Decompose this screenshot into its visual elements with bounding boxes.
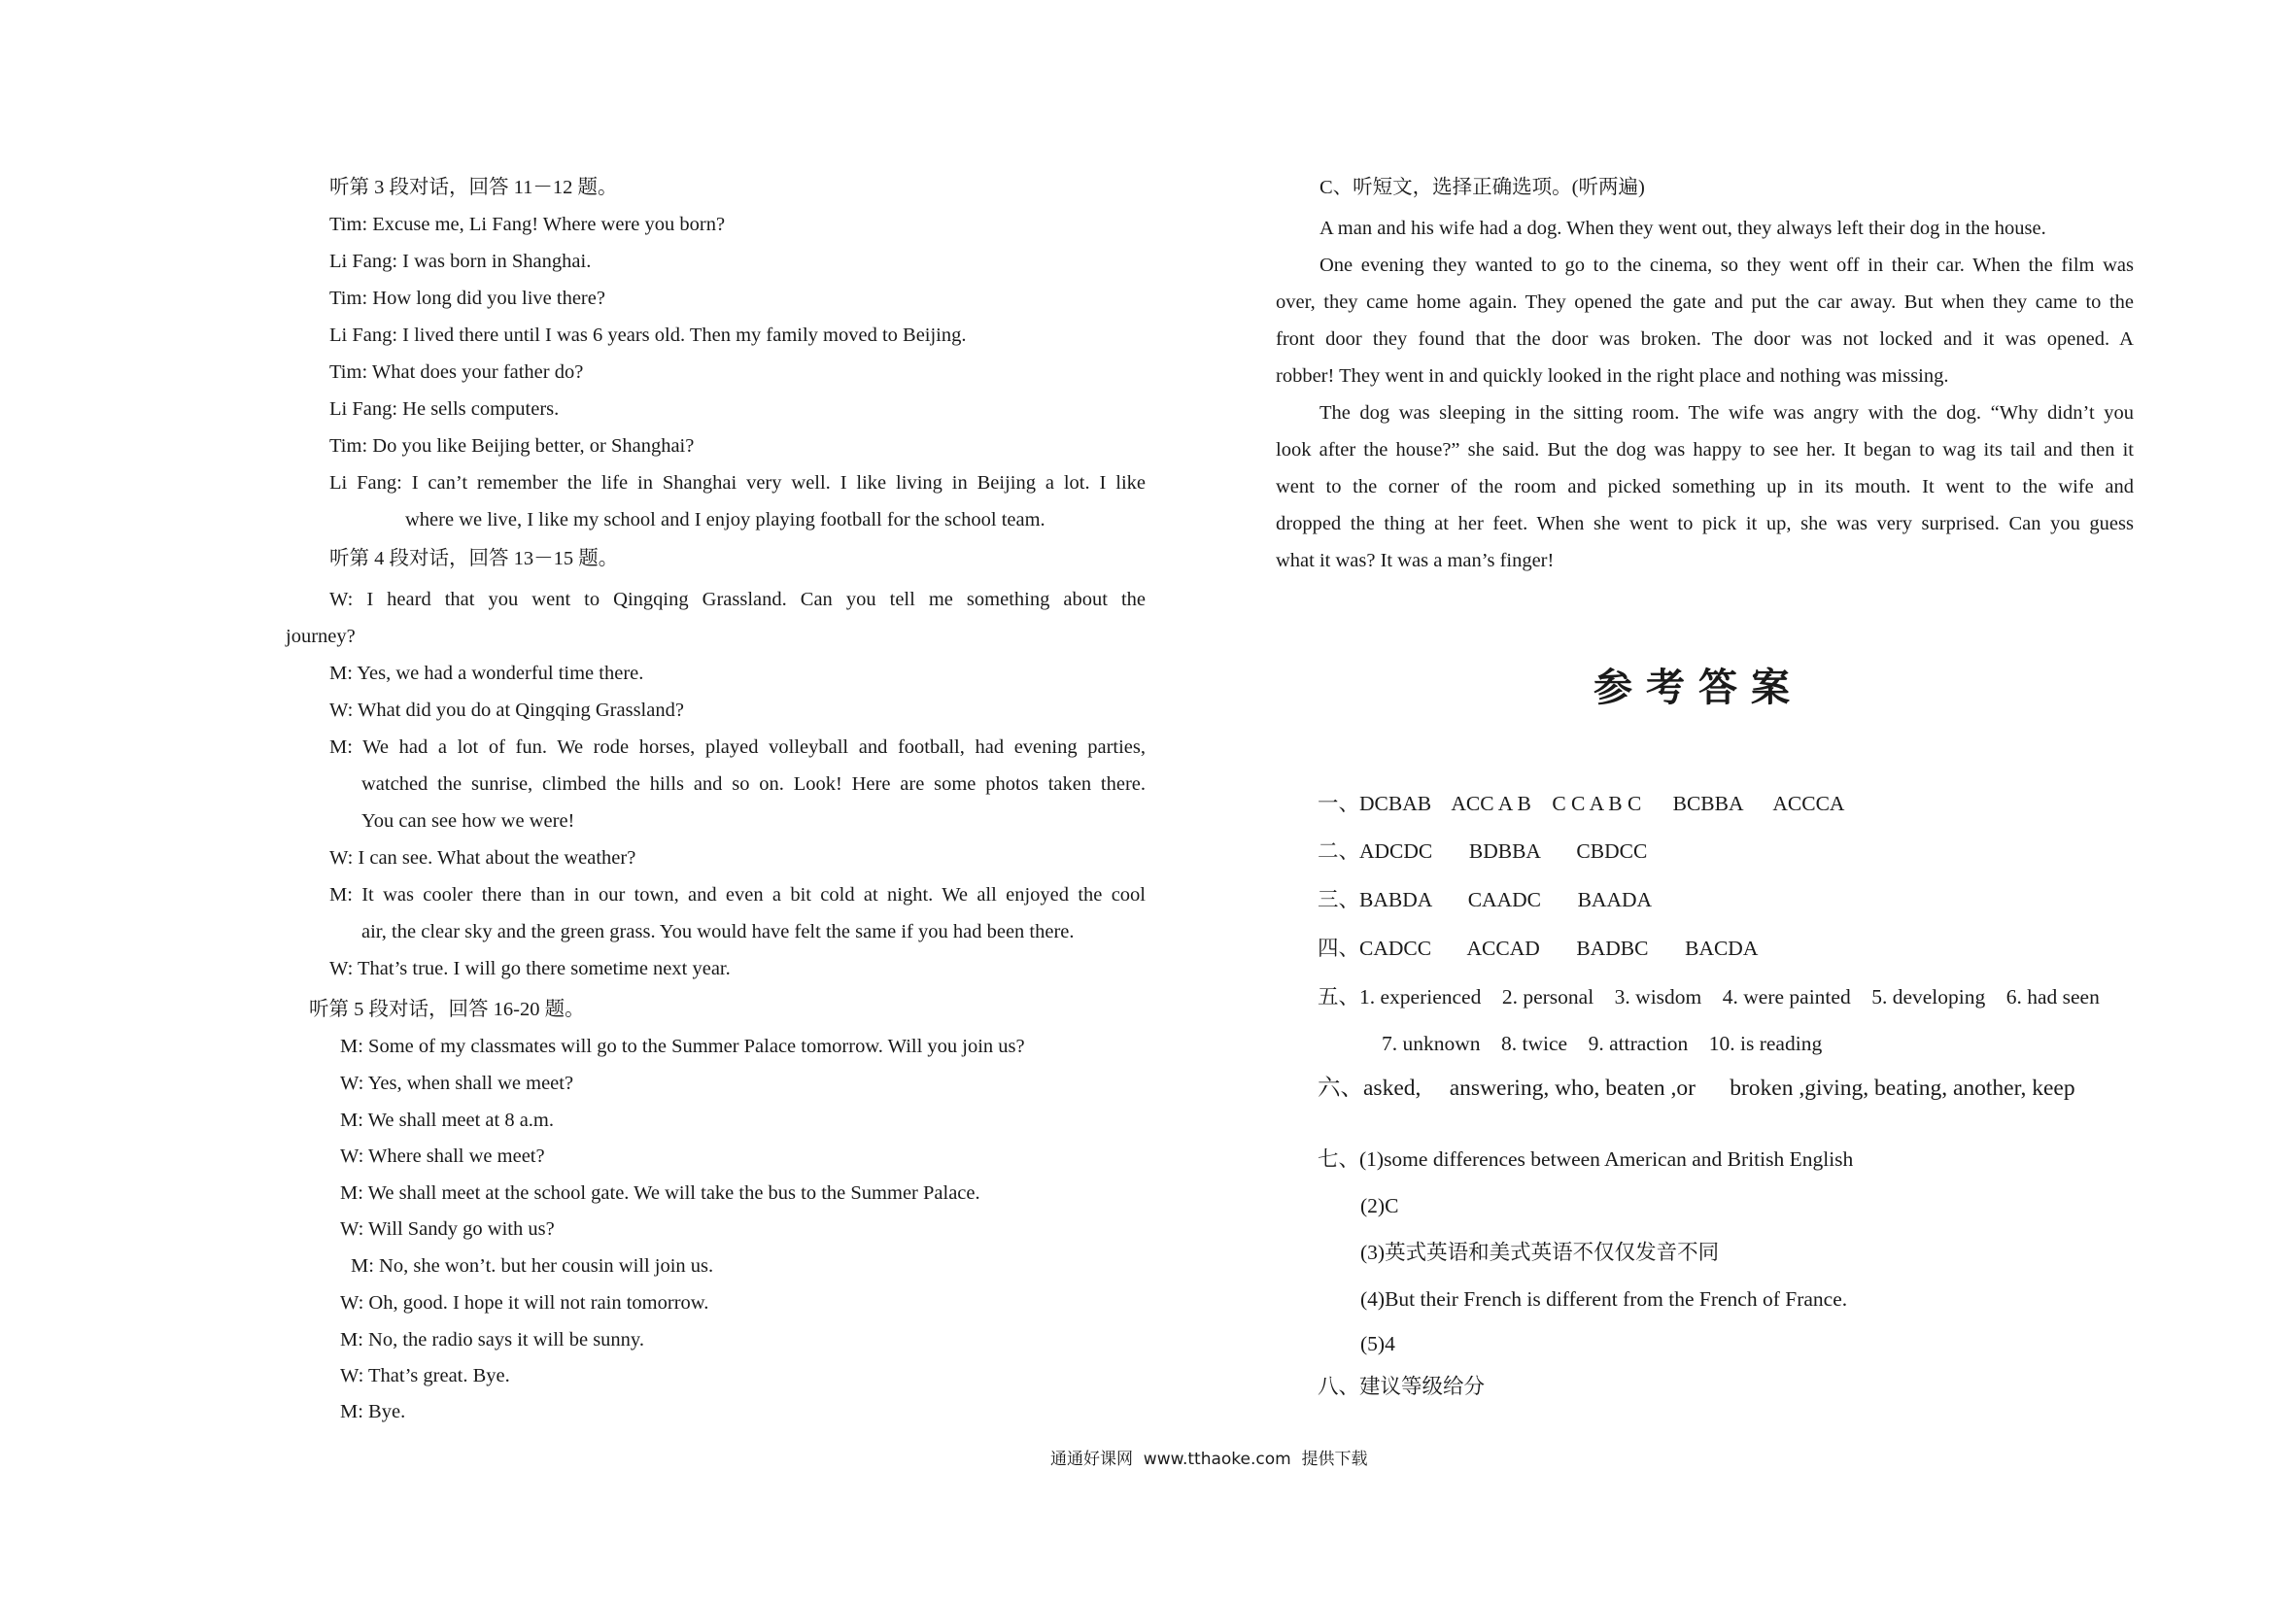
dialogue-line: M: We had a lot of fun. We rode horses, played volleyball and football, had evening parties,	[329, 736, 1146, 758]
page-title: 参考答案	[1593, 666, 1803, 710]
dialogue-line: where we live, I like my school and I enjoy playing football for the school team.	[405, 509, 1045, 530]
passage-line: robber! They went in and quickly looked in the right place and nothing was missing.	[1276, 365, 1949, 387]
dialogue-line: W: Will Sandy go with us?	[340, 1218, 555, 1240]
dialogue-line: M: We shall meet at the school gate. We will take the bus to the Summer Palace.	[340, 1182, 980, 1204]
dialogue-line: W: That’s great. Bye.	[340, 1365, 510, 1386]
dialogue-line: Li Fang: He sells computers.	[329, 398, 560, 420]
answer-line: 七、(1)some differences between American and British English	[1318, 1147, 1854, 1171]
answer-line: (4)But their French is different from the French of France.	[1360, 1287, 1848, 1311]
passage-line: front door they found that the door was broken. The door was not locked and it was opened. A	[1276, 328, 2134, 350]
answer-line: (2)C	[1360, 1194, 1399, 1217]
dialogue-line: W: I can see. What about the weather?	[329, 847, 636, 869]
dialogue-line: Tim: How long did you live there?	[329, 288, 605, 309]
section-heading-passage: C、听短文，选择正确选项。(听两遍)	[1319, 177, 1645, 198]
dialogue-line: air, the clear sky and the green grass. You would have felt the same if you had been there.	[361, 921, 1075, 942]
dialogue-line: Tim: Excuse me, Li Fang! Where were you born?	[329, 214, 726, 235]
dialogue-line: Li Fang: I lived there until I was 6 years old. Then my family moved to Beijing.	[329, 325, 967, 346]
dialogue-line: M: It was cooler there than in our town, and even a bit cold at night. We all enjoyed the cool	[329, 884, 1146, 906]
dialogue-line: W: That’s true. I will go there sometime next year.	[329, 958, 731, 979]
answer-line: 八、建议等级给分	[1318, 1375, 1486, 1398]
passage-line: went to the corner of the room and picked something up in its mouth. It went to the wife and	[1276, 476, 2134, 497]
answer-line: 7. unknown 8. twice 9. attraction 10. is reading	[1382, 1032, 1823, 1055]
answer-line: 一、DCBAB ACC A B C C A B C BCBBA ACCCA	[1318, 792, 1845, 815]
dialogue-line: You can see how we were!	[361, 810, 575, 832]
answer-line: 五、1. experienced 2. personal 3. wisdom 4. were painted 5. developing 6. had seen	[1318, 985, 2100, 1009]
dialogue-line: M: Yes, we had a wonderful time there.	[329, 663, 644, 684]
dialogue-line: Tim: Do you like Beijing better, or Shanghai?	[329, 435, 695, 457]
dialogue-line: M: No, she won’t. but her cousin will join us.	[351, 1255, 714, 1277]
dialogue-line: W: Yes, when shall we meet?	[340, 1073, 574, 1094]
passage-line: what it was? It was a man’s finger!	[1276, 550, 1555, 571]
passage-line: look after the house?” she said. But the dog was happy to see her. It began to wag its tail and then it	[1276, 439, 2134, 461]
section-heading-dialogue-5: 听第 5 段对话，回答 16-20 题。	[309, 999, 585, 1020]
answer-line: (3)英式英语和美式英语不仅仅发音不同	[1360, 1241, 1720, 1264]
dialogue-line: Tim: What does your father do?	[329, 361, 584, 383]
dialogue-line: M: Bye.	[340, 1401, 406, 1422]
dialogue-line: M: No, the radio says it will be sunny.	[340, 1329, 644, 1351]
answer-line: 二、ADCDC BDBBA CBDCC	[1318, 839, 1648, 863]
dialogue-line: M: We shall meet at 8 a.m.	[340, 1110, 555, 1131]
answer-line: 六、asked, answering, who, beaten ,or broken ,giving, beating, another, keep	[1318, 1076, 2075, 1101]
passage-line: A man and his wife had a dog. When they went out, they always left their dog in the house.	[1319, 218, 2046, 239]
section-heading-dialogue-3: 听第 3 段对话，回答 11－12 题。	[329, 177, 618, 198]
dialogue-line: M: Some of my classmates will go to the Summer Palace tomorrow. Will you join us?	[340, 1036, 1025, 1057]
dialogue-line: Li Fang: I was born in Shanghai.	[329, 251, 592, 272]
dialogue-line: W: Where shall we meet?	[340, 1145, 545, 1167]
dialogue-line: W: Oh, good. I hope it will not rain tomorrow.	[340, 1292, 709, 1314]
dialogue-line: Li Fang: I can’t remember the life in Shanghai very well. I like living in Beijing a lot. I like	[329, 472, 1146, 494]
passage-line: The dog was sleeping in the sitting room. The wife was angry with the dog. “Why didn’t you	[1319, 402, 2134, 424]
passage-line: dropped the thing at her feet. When she went to pick it up, she was very surprised. Can you guess	[1276, 513, 2134, 534]
answer-line: (5)4	[1360, 1332, 1395, 1355]
dialogue-line: W: I heard that you went to Qingqing Grassland. Can you tell me something about the	[329, 589, 1146, 610]
dialogue-line: watched the sunrise, climbed the hills and so on. Look! Here are some photos taken there.	[361, 773, 1146, 795]
answer-line: 三、BABDA CAADC BAADA	[1318, 888, 1653, 911]
answer-line: 四、CADCC ACCAD BADBC BACDA	[1318, 937, 1759, 960]
passage-line: over, they came home again. They opened the gate and put the car away. But when they came to the	[1276, 291, 2134, 313]
section-heading-dialogue-4: 听第 4 段对话，回答 13－15 题。	[329, 548, 619, 569]
dialogue-line: journey?	[286, 626, 356, 647]
dialogue-line: W: What did you do at Qingqing Grassland?	[329, 700, 684, 721]
passage-line: One evening they wanted to go to the cinema, so they went off in their car. When the film was	[1319, 255, 2134, 276]
footer-text: 通通好课网 www.tthaoke.com 提供下载	[1050, 1450, 1368, 1469]
